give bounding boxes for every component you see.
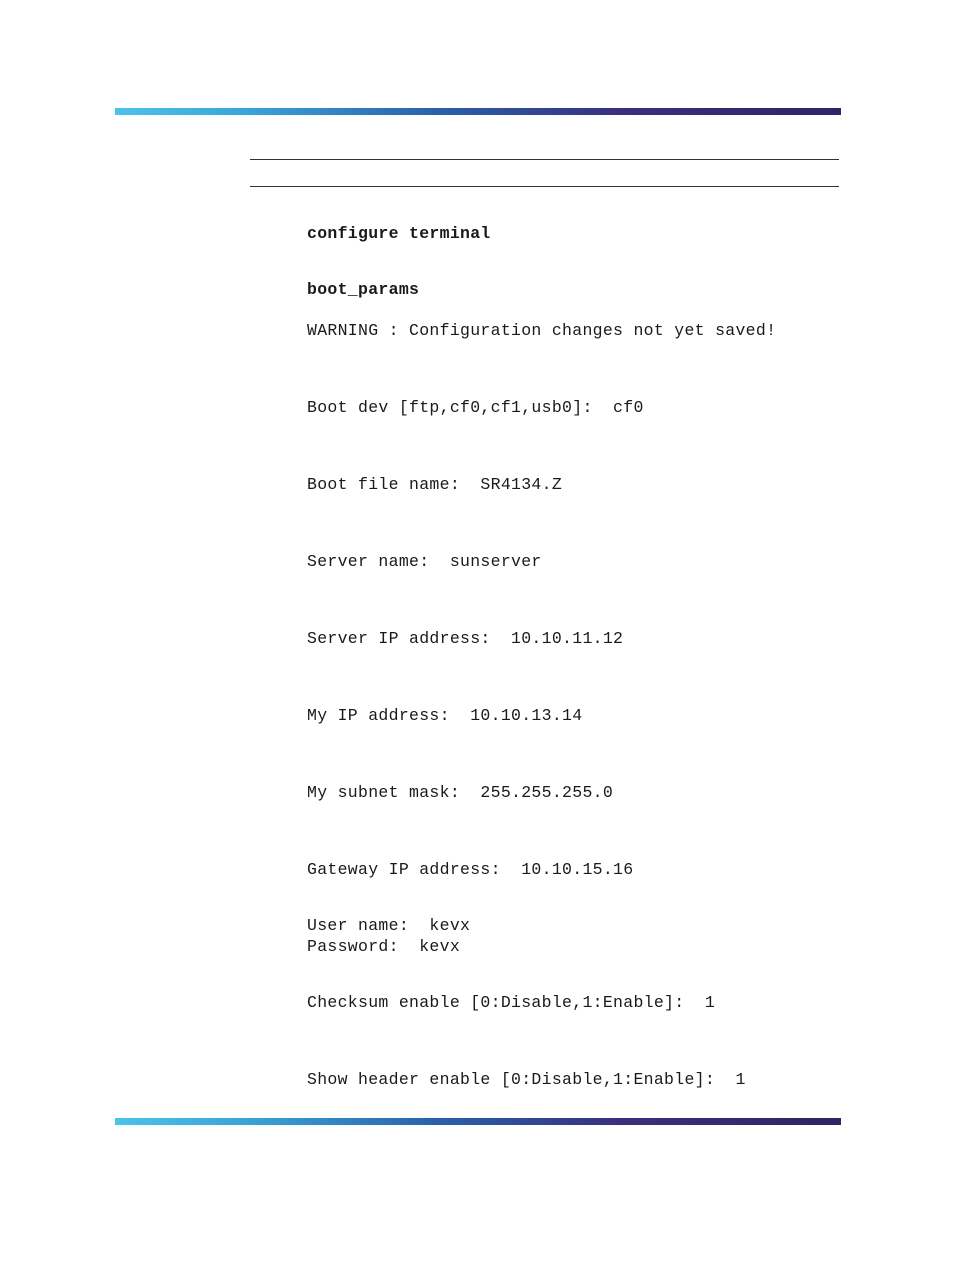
boot-file-line: Boot file name: SR4134.Z	[307, 475, 563, 494]
subnet-mask-line: My subnet mask: 255.255.255.0	[307, 783, 614, 802]
server-ip-line: Server IP address: 10.10.11.12	[307, 629, 624, 648]
checksum-line: Checksum enable [0:Disable,1:Enable]: 1	[307, 993, 716, 1012]
my-ip-line: My IP address: 10.10.13.14	[307, 706, 583, 725]
show-header-line: Show header enable [0:Disable,1:Enable]: 1	[307, 1070, 746, 1089]
footer-color-band	[115, 1118, 841, 1125]
password-line: Password: kevx	[307, 937, 461, 956]
server-name-line: Server name: sunserver	[307, 552, 542, 571]
user-name-line: User name: kevx	[307, 916, 471, 935]
gateway-ip-line: Gateway IP address: 10.10.15.16	[307, 860, 634, 879]
header-color-band	[115, 108, 841, 115]
command-configure-terminal: configure terminal	[307, 224, 491, 243]
command-boot-params: boot_params	[307, 280, 420, 299]
table-top-rule	[250, 159, 839, 160]
boot-dev-line: Boot dev [ftp,cf0,cf1,usb0]: cf0	[307, 398, 644, 417]
table-header-rule	[250, 186, 839, 187]
warning-message: WARNING : Configuration changes not yet saved!	[307, 321, 777, 340]
